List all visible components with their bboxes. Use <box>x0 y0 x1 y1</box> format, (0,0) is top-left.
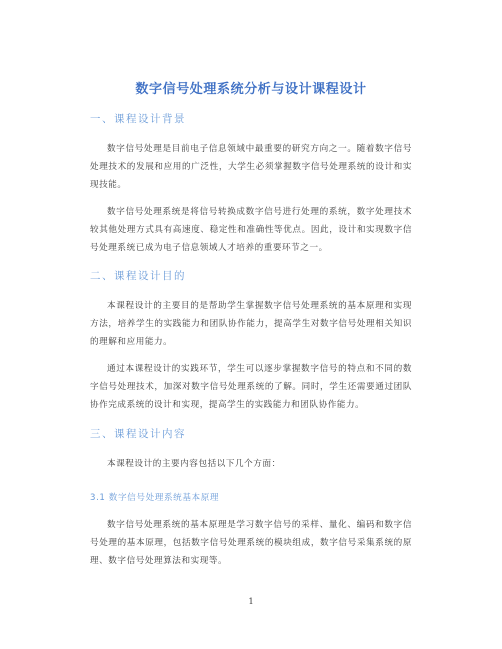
section-heading-background: 一、课程设计背景 <box>90 113 186 125</box>
paragraph-purpose-2: 通过本课程设计的实践环节，学生可以逐步掌握数字信号的特点和不同的数字信号处理技术，加深对数字信号处理系统的了解。同时，学生还需要通过团队协作完成系统的设计和实现，提高学生的实践能力和团队协作能力。 <box>90 364 412 410</box>
paragraph-purpose-1: 本课程设计的主要目的是帮助学生掌握数字信号处理系统的基本原理和实现方法，培养学生的实践能力和团队协作能力，提高学生对数字信号处理相关知识的理解和应用能力。 <box>90 301 412 347</box>
subsection-heading-3-1: 3.1 数字信号处理系统基本原理 <box>90 493 220 503</box>
document-title: 数字信号处理系统分析与设计课程设计 <box>135 82 367 97</box>
paragraph-content-intro: 本课程设计的主要内容包括以下几个方面： <box>107 459 281 469</box>
page-number: 1 <box>248 597 254 606</box>
paragraph-subsection-3-1: 数字信号处理系统的基本原理是学习数字信号的采样、量化、编码和数字信号处理的基本原理，包括数字信号处理系统的模块组成，数字信号采集系统的原理、数字信号处理算法和实现等。 <box>90 520 412 566</box>
paragraph-background-1: 数字信号处理是目前电子信息领域中最重要的研究方向之一。随着数字信号处理技术的发展和应用的广泛性，大学生必须掌握数字信号处理系统的设计和实现技能。 <box>90 144 412 190</box>
paragraph-background-2: 数字信号处理系统是将信号转换成数字信号进行处理的系统，数字处理技术较其他处理方式具有高速度、稳定性和准确性等优点。因此，设计和实现数字信号处理系统已成为电子信息领域人才培养的重要环节之一。 <box>90 207 412 253</box>
section-heading-purpose: 二、课程设计目的 <box>90 270 186 282</box>
section-heading-content: 三、课程设计内容 <box>90 428 186 440</box>
